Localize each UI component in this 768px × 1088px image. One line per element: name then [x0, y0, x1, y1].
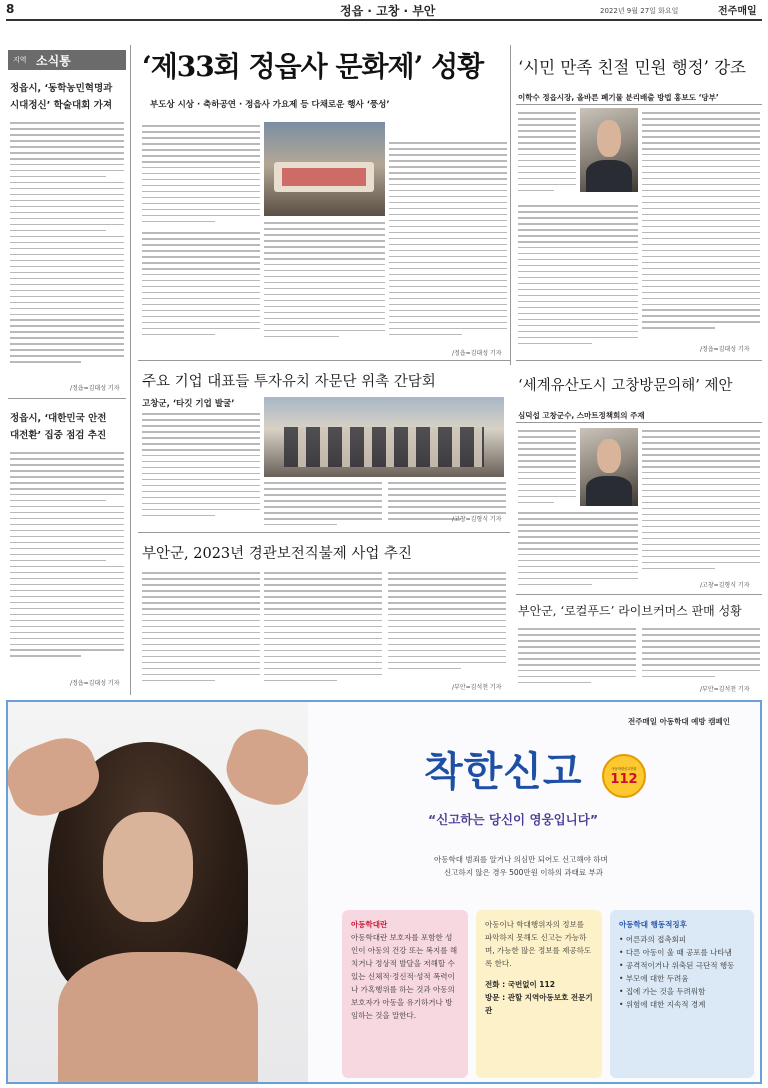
- ad-desc-2: 신고하지 않은 경우 500만원 이하의 과태료 부과: [444, 868, 604, 877]
- page-number: 8: [6, 2, 15, 16]
- festival-photo: [264, 122, 385, 216]
- ad-banner: [6, 700, 762, 1084]
- sidebar-item2-title-1: 정읍시, ‘대한민국 안전: [10, 413, 107, 424]
- civil-subhead: 이학수 정읍시장, 올바른 폐기물 분리배출 방법 홍보도 ‘당부’: [518, 93, 719, 102]
- heritage-subhead: 심덕섭 고창군수, 스마트정책회의 주재: [518, 411, 645, 420]
- ad-box3-item: • 어른과의 접촉회피: [619, 935, 687, 944]
- sidebar-item1-body: [10, 122, 124, 380]
- advisory-subhead: 고창군, ‘타깃 기업 발굴’: [142, 399, 235, 409]
- ad-box3-item: • 위험에 대한 지속적 경계: [619, 1000, 706, 1009]
- sidebar-item1-credit: /정읍=김대성 기자: [70, 385, 120, 392]
- issue-date: 2022년 9월 27일 화요일: [600, 7, 679, 15]
- festival-right-rule: [510, 45, 511, 365]
- ad-photo: [8, 702, 308, 1082]
- farm-headline: 부안군, 2023년 경관보전직불제 사업 추진: [142, 546, 413, 562]
- farm-credit: /부안=김석천 기자: [452, 684, 502, 691]
- sidebar-item1-title-2: 시대정신’ 학술대회 가져: [10, 100, 112, 111]
- ad-photo-hand-right: [218, 720, 308, 813]
- heritage-body-col1a: [518, 430, 576, 510]
- ad-box-definition: [342, 910, 468, 1078]
- heritage-photo: [580, 428, 638, 506]
- festival-body-col2: [264, 222, 385, 344]
- civil-bottom-rule: [516, 360, 762, 361]
- live-headline: 부안군, ‘로컬푸드’ 라이브커머스 판매 성황: [518, 604, 742, 618]
- festival-body-col1: [142, 125, 260, 227]
- live-body-col1: [518, 628, 636, 688]
- advisory-headline: 주요 기업 대표들 투자유치 자문단 위촉 간담회: [142, 374, 436, 390]
- heritage-subhead-rule: [516, 422, 762, 423]
- sidebar-right-rule: [130, 45, 131, 695]
- ad-slogan: “신고하는 당신이 영웅입니다”: [428, 812, 599, 827]
- heritage-body-col2: [642, 430, 760, 576]
- section-title: 정읍 · 고창 · 부안: [340, 4, 436, 18]
- sidebar-label-small: 지역: [13, 56, 27, 64]
- festival-headline: ‘제33회 정읍사 문화제’ 성황: [142, 50, 484, 83]
- festival-credit: /정읍=김대성 기자: [452, 350, 502, 357]
- live-credit: /부안=김석천 기자: [700, 686, 750, 693]
- civil-body-col1b: [518, 205, 638, 350]
- sidebar-item2-title-2: 대전환’ 집중 점검 추진: [10, 430, 107, 441]
- civil-subhead-rule: [516, 104, 762, 105]
- ad-box1-body: 아동학대란 보호자를 포함한 성인이 아동의 건강 또는 복지를 해치거나 정상적 발달을 저해할 수 있는 신체적·정신적·성적 폭력이나 가혹행위를 하는 것과 아동의 보호자가 아동을 유기하거나 방임하는 것을 말한다.: [351, 933, 458, 1020]
- festival-subhead: 부도상 시상 · 축하공연 · 정읍사 가요제 등 다채로운 행사 ‘풍성’: [150, 100, 390, 110]
- ad-box2-visit: 방문 : 관할 지역아동보호 전문기관: [485, 993, 593, 1015]
- sidebar-divider: [8, 398, 126, 399]
- civil-headline: ‘시민 만족 친절 민원 행정’ 강조: [518, 58, 746, 77]
- farm-body-col2: [264, 572, 382, 688]
- newspaper-name: 전주매일: [718, 6, 757, 17]
- ad-photo-knees: [58, 952, 258, 1082]
- advisory-photo: [264, 397, 504, 477]
- ad-box-signs: [610, 910, 754, 1078]
- header-rule: [6, 19, 762, 21]
- sidebar-label: 소식통: [36, 54, 71, 68]
- sidebar-item2-body: [10, 452, 124, 672]
- sidebar-label-box: [8, 50, 126, 70]
- heritage-body-col1b: [518, 512, 638, 590]
- sidebar: [8, 50, 126, 690]
- civil-body-col1a: [518, 112, 576, 202]
- ad-box3-item: • 다른 아동이 울 때 공포를 나타냄: [619, 948, 732, 957]
- ad-photo-face: [103, 812, 193, 922]
- festival-body-col3: [389, 142, 507, 340]
- ad-box2-phone: 전화 : 국번없이 112: [485, 980, 555, 989]
- advisory-credit: /고창=김형식 기자: [452, 516, 502, 523]
- heritage-credit: /고창=김형식 기자: [700, 582, 750, 589]
- ad-box3-title: 아동학대 행동적징후: [619, 920, 687, 929]
- heritage-bottom-rule: [516, 594, 762, 595]
- ad-desc-1: 아동학대 범죄를 알거나 의심만 되어도 신고해야 하며: [434, 855, 608, 864]
- advisory-body-col1: [142, 413, 260, 525]
- ad-badge-top: 아동학대신고전화: [611, 767, 637, 771]
- ad-box1-title: 아동학대란: [351, 920, 388, 929]
- civil-photo: [580, 108, 638, 192]
- farm-top-rule: [138, 532, 510, 533]
- civil-body-col2: [642, 112, 760, 338]
- ad-title: 착한신고: [424, 748, 583, 795]
- farm-body-col3: [388, 572, 506, 678]
- festival-body-col1b: [142, 232, 260, 344]
- heritage-headline: ‘세계유산도시 고창방문의해’ 제안: [518, 378, 733, 394]
- sidebar-item1-title-1: 정읍시, ‘동학농민혁명과: [10, 83, 113, 94]
- civil-credit: /정읍=김대성 기자: [700, 346, 750, 353]
- farm-body-col1: [142, 572, 260, 688]
- ad-badge: [602, 754, 646, 798]
- ad-box2-body: 아동이나 학대행위자의 정보를 파악하지 못해도 신고는 가능하며, 가능한 많은 정보를 제공하도록 한다.: [485, 920, 592, 968]
- live-body-col2: [642, 628, 760, 684]
- ad-box3-item: • 부모에 대한 두려움: [619, 974, 689, 983]
- ad-badge-number: 112: [610, 772, 638, 787]
- sidebar-item2-credit: /정읍=김대성 기자: [70, 680, 120, 687]
- advisory-top-rule: [138, 360, 510, 361]
- ad-box3-item: • 집에 가는 것을 두려워함: [619, 987, 706, 996]
- advisory-body-col2: [264, 482, 382, 532]
- ad-box3-item: • 공격적이거나 위축된 극단적 행동: [619, 961, 735, 970]
- ad-box-howto: [476, 910, 602, 1078]
- ad-campaign: 전주매일 아동학대 예방 캠페인: [628, 717, 731, 726]
